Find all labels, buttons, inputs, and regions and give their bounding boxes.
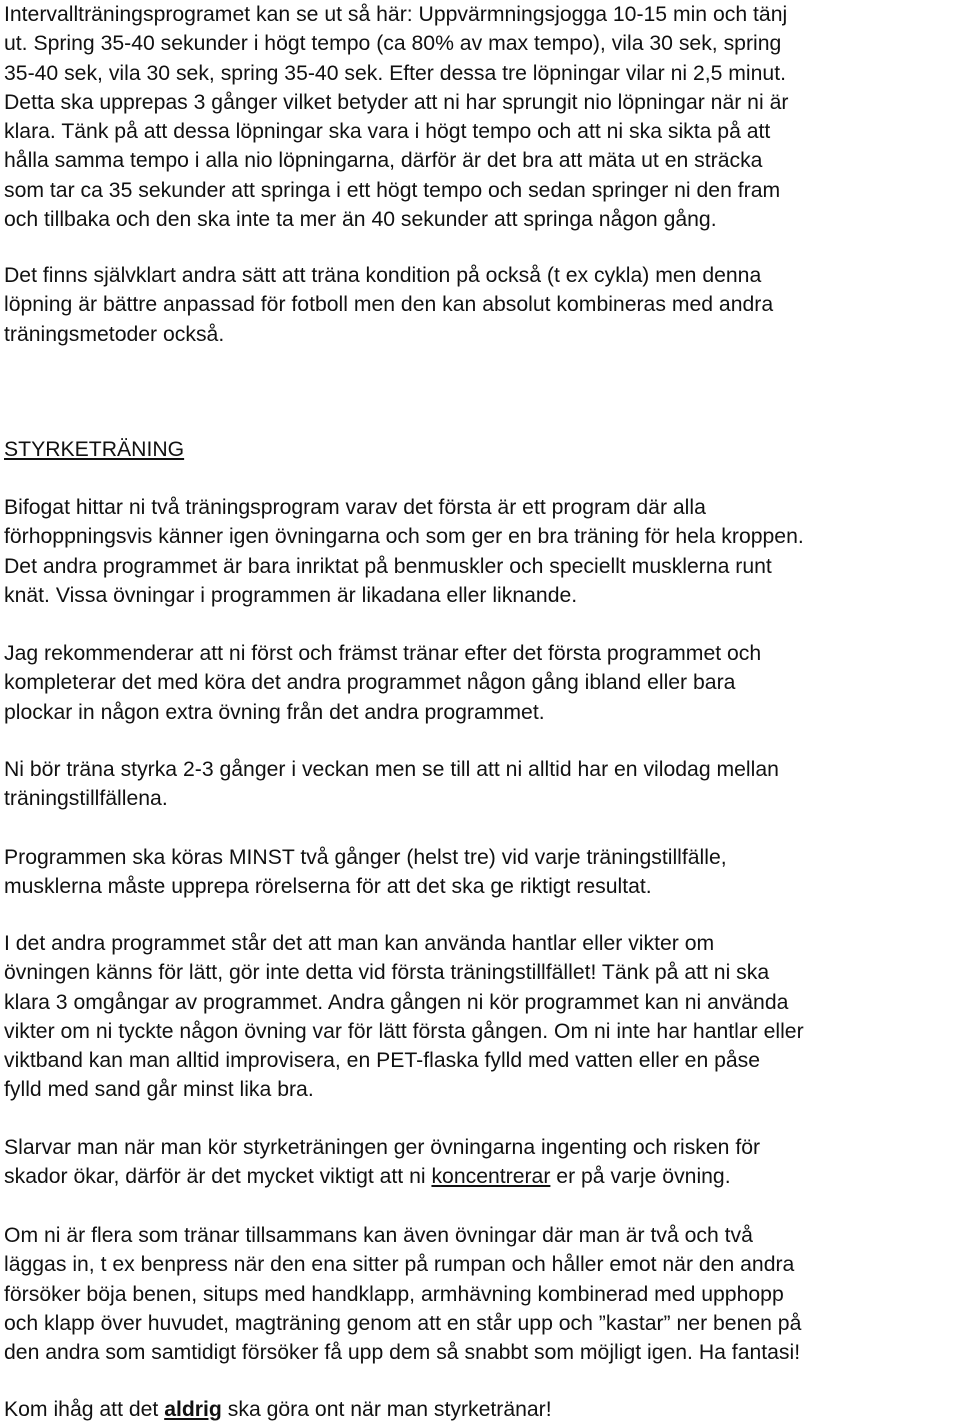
text-line: Detta ska upprepas 3 gånger vilket betyder att ni har sprungit nio löpningar när ni är [4, 90, 789, 114]
text-line: löpning är bättre anpassad för fotboll men den kan absolut kombineras med andra [4, 293, 774, 317]
text-line: den andra som samtidigt försöker få upp dem så snabbt som möjligt igen. Ha fantasi! [4, 1341, 801, 1365]
underlined-word: koncentrerar [431, 1165, 551, 1189]
text-line: Slarvar man när man kör styrketräningen ger övningarna ingenting och risken för [4, 1136, 761, 1159]
text-line: träningsmetoder också. [4, 322, 225, 346]
text-line: kompleterar det med köra det andra programmet någon gång ibland eller bara [4, 671, 736, 695]
text-line: Ni bör träna styrka 2-3 gånger i veckan men se till att ni alltid har en vilodag mellan [4, 758, 779, 781]
text-line: träningstillfällena. [4, 787, 168, 811]
text-line: ut. Spring 35-40 sekunder i högt tempo (ca 80% av max tempo), vila 30 sek, spring [4, 32, 782, 56]
paragraph-programs-attached [4, 493, 960, 610]
paragraph-interval-training [4, 0, 960, 234]
paragraph-frequency [4, 755, 960, 814]
text-line: Bifogat hittar ni två träningsprogram varav det första är ett program där alla [4, 496, 706, 519]
paragraph-closing-reminder [4, 1395, 960, 1424]
text-line: förhoppningsvis känner igen övningarna och som ger en bra träning för hela kroppen. [4, 525, 804, 549]
heading-text: STYRKETRÄNING [4, 438, 185, 461]
text-line: försöker böja benen, situps med handklapp, armhävning kombinerad med upphopp [4, 1282, 784, 1306]
text-line: Intervallträningsprogramet kan se ut så här: Uppvärmningsjogga 10-15 min och tänj [4, 3, 788, 26]
text-line: läggas in, t ex benpress när den ena sitter på rumpan och håller emot när den andra [4, 1253, 795, 1277]
text-line: viktband kan man alltid improvisera, en PET-flaska fylld med vatten eller en påse [4, 1049, 761, 1073]
text-line: Det finns självklart andra sätt att träna kondition på också (t ex cykla) men denna [4, 264, 762, 287]
text-line: fylld med sand går minst lika bra. [4, 1078, 314, 1102]
text-line: Jag rekommenderar att ni först och främst tränar efter det första programmet och [4, 642, 762, 665]
paragraph-weights [4, 929, 960, 1105]
text-line: klara. Tänk på att dessa löpningar ska vara i högt tempo och att ni ska sikta på att [4, 120, 771, 144]
paragraph-other-conditioning [4, 261, 960, 349]
text-line: hålla samma tempo i alla nio löpningarna, därför är det bra att mäta ut en sträcka [4, 149, 763, 173]
paragraph-recommendation [4, 639, 960, 727]
text-segment: er på varje övning. [550, 1165, 731, 1189]
text-line [4, 1162, 960, 1191]
paragraph-partner-exercises [4, 1221, 960, 1367]
text-segment: Kom ihåg att det [4, 1398, 165, 1421]
text-line: I det andra programmet står det att man kan använda hantlar eller vikter om [4, 932, 715, 955]
text-line: som tar ca 35 sekunder att springa i ett högt tempo och sedan springer ni den fram [4, 178, 781, 202]
text-line [4, 1395, 960, 1424]
text-line: och tillbaka och den ska inte ta mer än 40 sekunder att springa någon gång. [4, 208, 717, 232]
text-line: klara 3 omgångar av programmet. Andra gången ni kör programmet kan ni använda [4, 990, 789, 1014]
paragraph-concentration [4, 1133, 960, 1192]
emphasized-word: aldrig [164, 1398, 222, 1421]
text-segment: skador ökar, därför är det mycket viktigt att ni [4, 1165, 432, 1189]
text-line: Det andra programmet är bara inriktat på benmuskler och speciellt musklerna runt [4, 554, 772, 578]
text-line: Om ni är flera som tränar tillsammans kan även övningar där man är två och två [4, 1224, 753, 1247]
text-line: övningen känns för lätt, gör inte detta vid första träningstillfället! Tänk på att ni ska [4, 961, 770, 985]
text-line: Programmen ska köras MINST två gånger (helst tre) vid varje träningstillfälle, [4, 846, 727, 869]
text-line: vikter om ni tyckte någon övning var för lätt första gången. Om ni inte har hantlar eller [4, 1019, 804, 1043]
text-line: knät. Vissa övningar i programmen är likadana eller liknande. [4, 583, 578, 607]
section-heading-strength [4, 435, 960, 464]
text-segment: ska göra ont när man styrketränar! [221, 1398, 552, 1421]
text-line: plockar in någon extra övning från det andra programmet. [4, 700, 545, 724]
text-line: 35-40 sek, vila 30 sek, spring 35-40 sek. Efter dessa tre löpningar vilar ni 2,5 minut. [4, 61, 786, 85]
paragraph-repetitions [4, 843, 960, 902]
text-line: och klapp över huvudet, magträning genom att en står upp och ”kastar” ner benen på [4, 1311, 802, 1335]
text-line: musklerna måste upprepa rörelserna för att det ska ge riktigt resultat. [4, 875, 652, 899]
